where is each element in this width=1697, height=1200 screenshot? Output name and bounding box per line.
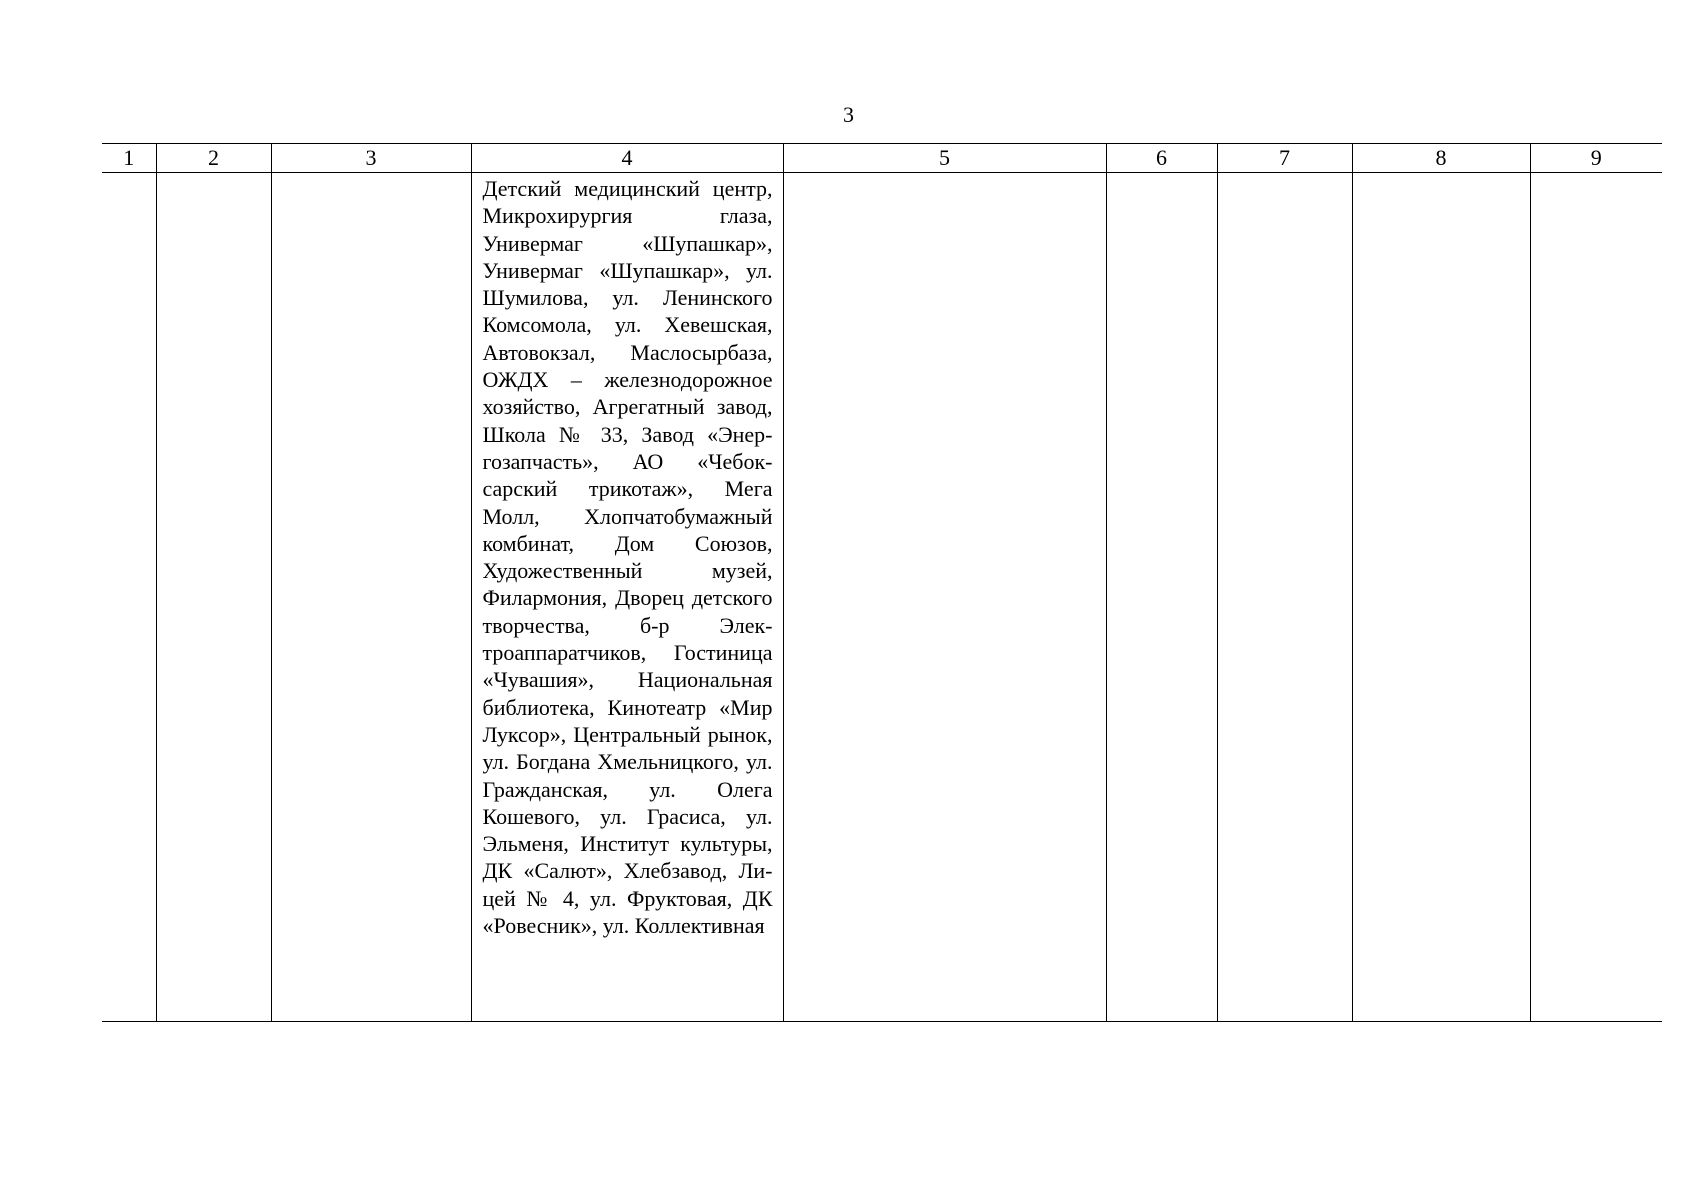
cell-col-7 <box>1217 173 1352 1022</box>
cell-col-4 <box>471 173 783 1022</box>
column-header-4: 4 <box>471 144 783 173</box>
stops-list-text: Детский медицинский центр, Микрохирургия глаза, Универмаг «Шупашкар», Универмаг «Шупашкар», ул. Шумилова, ул. Ленинского Комсомола, ул. Хевешская, Автовокзал, Маслосырбаза, ОЖДХ – железнодорожное хозяйство, Агрегатный завод, Школа № 33, Завод «Энергозапчасть», АО «Чебоксарский трикотаж», Мега Молл, Хлопчатобумажный комбинат, Дом Союзов, Художественный музей, Филармония, Дворец детского творчества, б-р Электроаппаратчиков, Гостиница «Чувашия», Национальная библиотека, Кинотеатр «Мир Луксор», Центральный рынок, ул. Богдана Хмельницкого, ул. Гражданская, ул. Олега Кошевого, ул. Грасиса, ул. Эльменя, Институт культуры, ДК «Салют», Хлебзавод, Лицей № 4, ул. Фруктовая, ДК «Ровесник», ул. Коллективная <box>482 176 773 939</box>
column-header-3: 3 <box>271 144 471 173</box>
cell-col-8 <box>1352 173 1530 1022</box>
cell-col-6 <box>1106 173 1217 1022</box>
column-header-9: 9 <box>1530 144 1662 173</box>
column-header-2: 2 <box>156 144 271 173</box>
route-table <box>102 143 1662 1022</box>
column-header-8: 8 <box>1352 144 1530 173</box>
table-row <box>102 173 1662 1022</box>
page-number: 3 <box>843 102 854 127</box>
cell-col-3 <box>271 173 471 1022</box>
cell-col-5 <box>783 173 1106 1022</box>
column-header-7: 7 <box>1217 144 1352 173</box>
column-header-6: 6 <box>1106 144 1217 173</box>
column-header-1: 1 <box>102 144 156 173</box>
cell-col-9 <box>1530 173 1662 1022</box>
cell-col-1 <box>102 173 156 1022</box>
column-header-5: 5 <box>783 144 1106 173</box>
cell-col-2 <box>156 173 271 1022</box>
header-row <box>102 144 1662 173</box>
